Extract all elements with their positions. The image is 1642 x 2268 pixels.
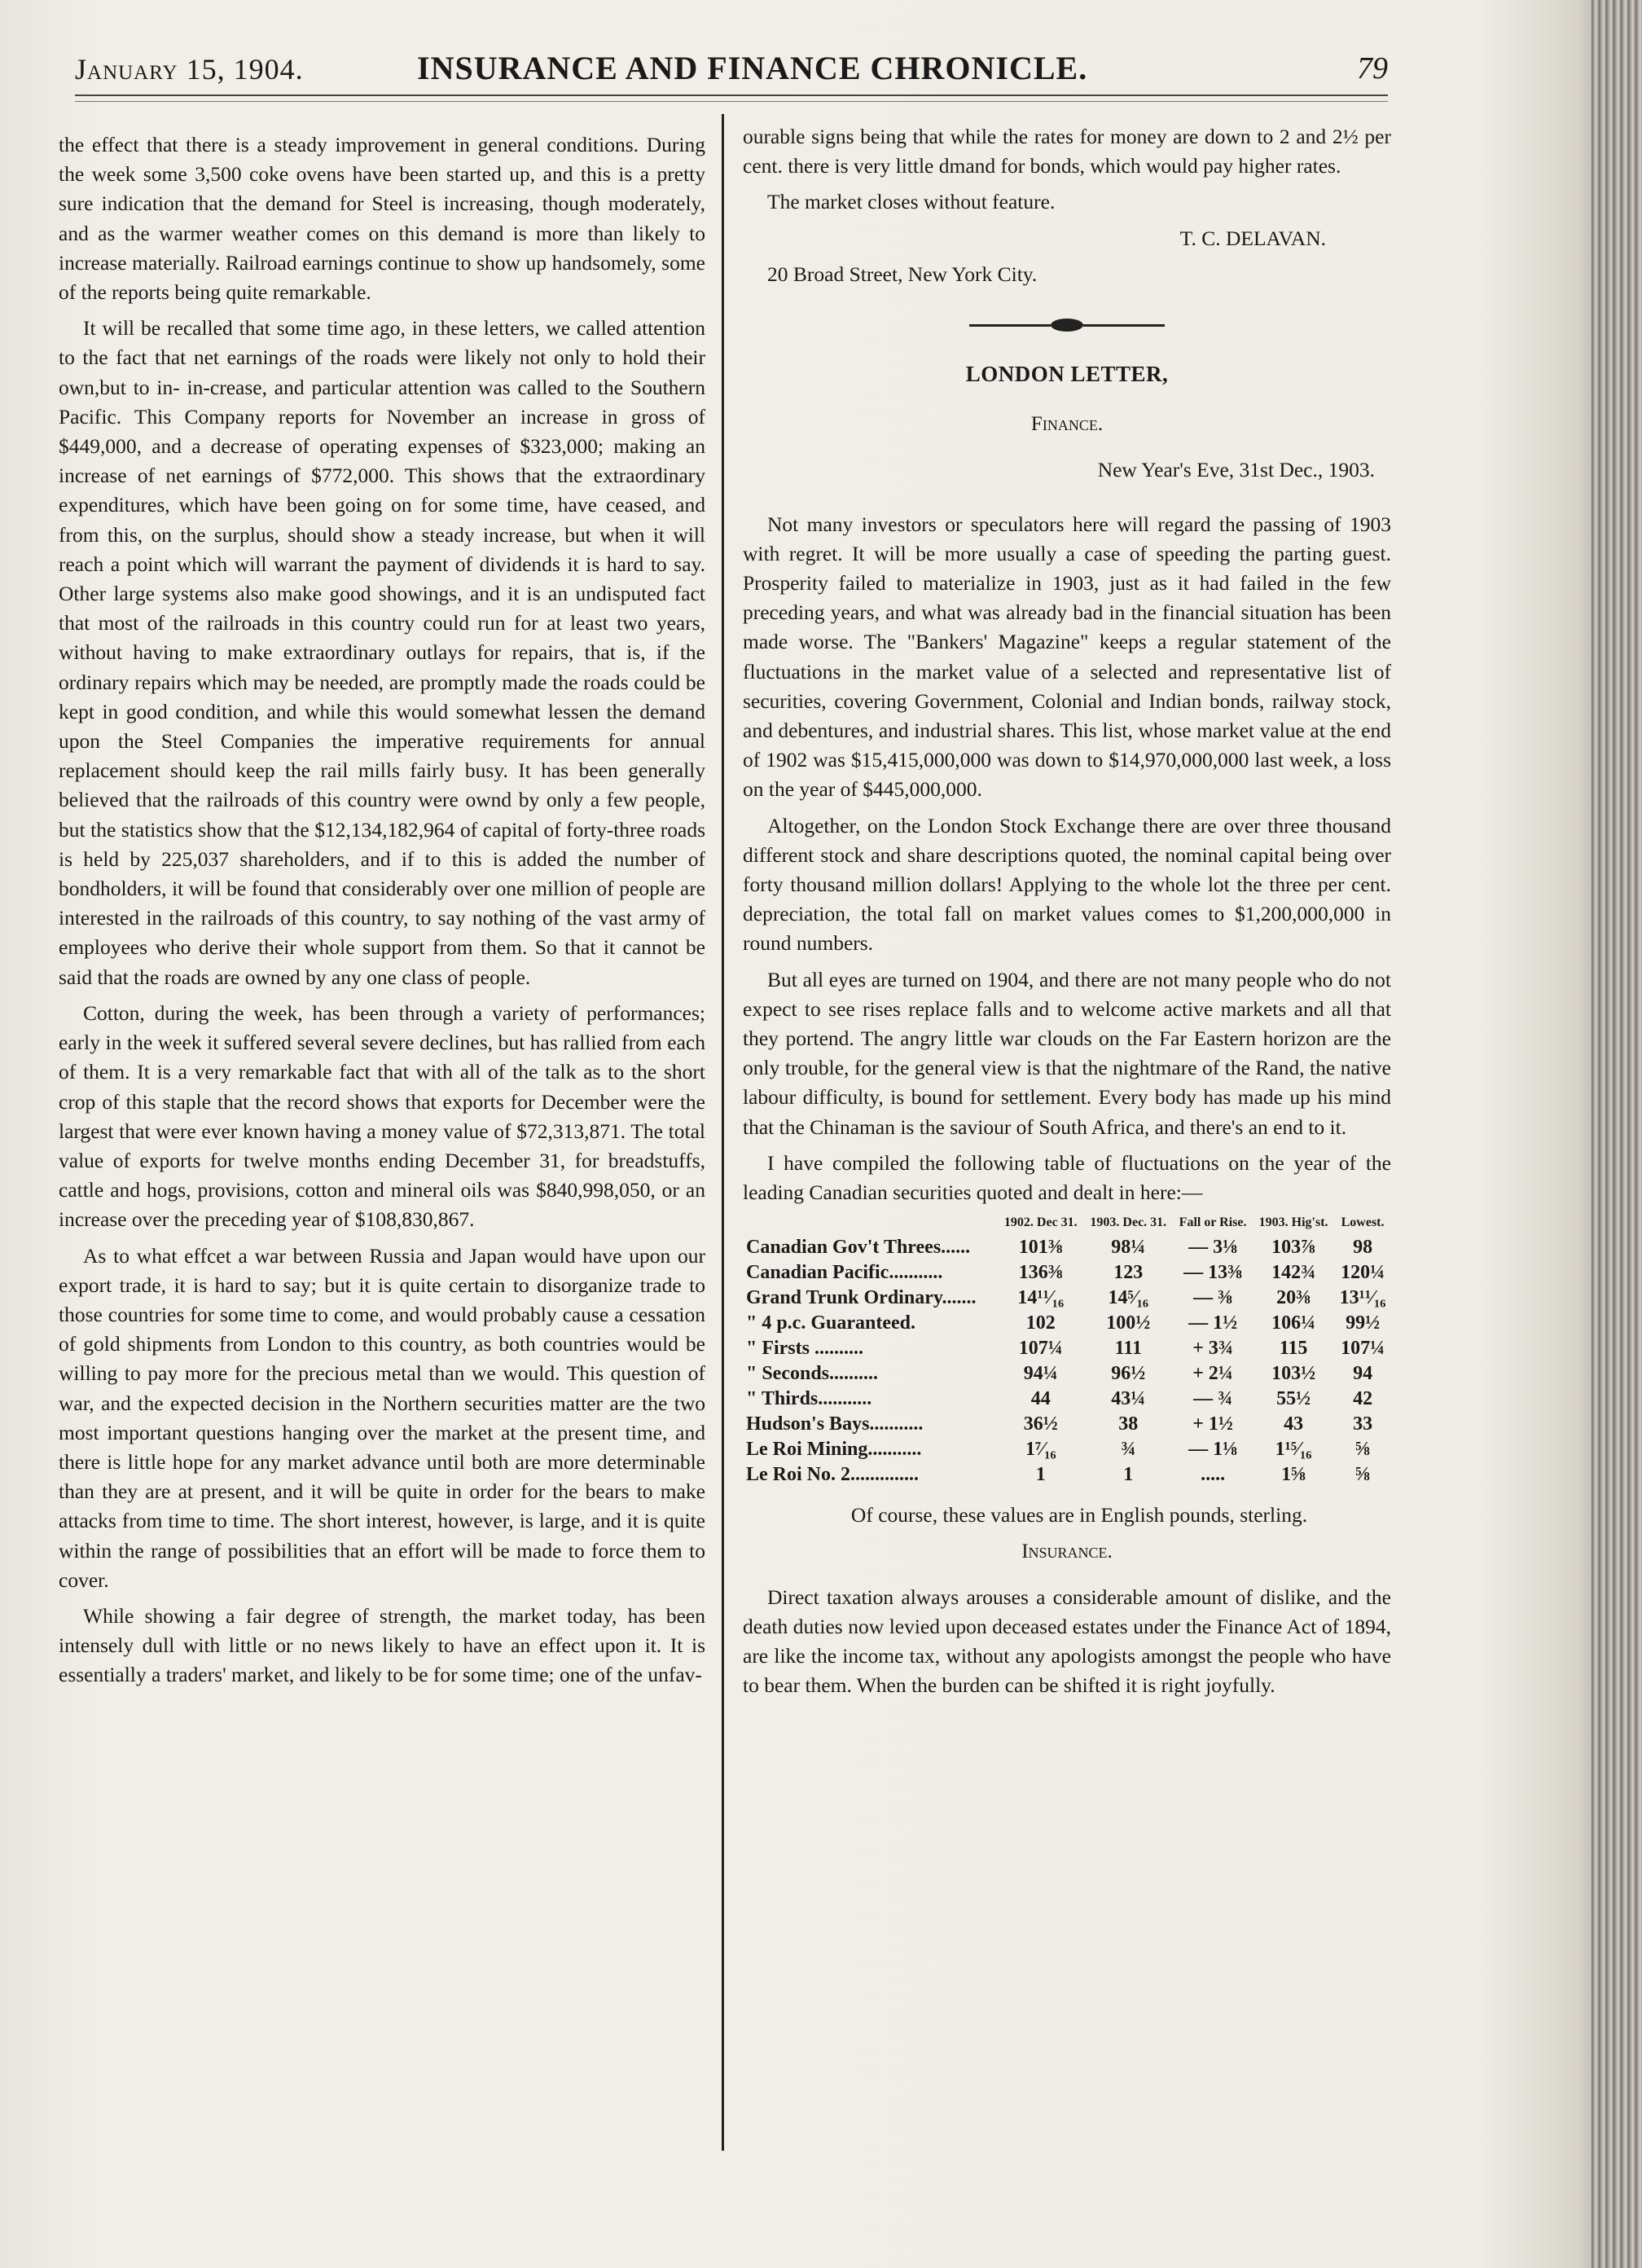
page-header (75, 49, 1388, 94)
table-cell: 36½ (1023, 1413, 1058, 1435)
table-row (743, 1437, 1391, 1462)
table-cell: 98 (1353, 1237, 1373, 1259)
insurance-paragraph: Direct taxation always arouses a considerable amount of dislike, and the death duties now levied upon deceased estates under the Finance Act of 1894, are like the income tax, without any apologists amongst the people who have to bear them. When the burden can be shifted it is right joyfully. (743, 1585, 1391, 1698)
table-row (743, 1286, 1391, 1311)
table-row (743, 1387, 1391, 1412)
security-name: Hudson's Bays........... (746, 1413, 924, 1435)
header-rule-thin (75, 101, 1388, 102)
security-name: " Firsts .......... (746, 1338, 863, 1360)
table-cell: 99½ (1346, 1312, 1381, 1334)
table-cell: 120¼ (1341, 1262, 1385, 1284)
table-header: 1902. Dec 31. (1003, 1215, 1078, 1230)
table-cell: + 2¼ (1192, 1363, 1233, 1385)
table-header: Lowest. (1341, 1215, 1385, 1230)
security-name: " 4 p.c. Guaranteed. (746, 1312, 915, 1334)
table-cell: 42 (1353, 1388, 1373, 1410)
security-name: Le Roi Mining........... (746, 1439, 922, 1461)
table-cell: + 1½ (1192, 1413, 1233, 1435)
table-row (743, 1235, 1391, 1260)
table-cell: 1⅝ (1281, 1464, 1306, 1486)
left-paragraph: While showing a fair degree of strength, the market today, has been intensely dull with little or no news likely to have an effect upon it. It is essentially a traders' market, and likely to be for some time; one of the unfav- (59, 1603, 705, 1687)
left-paragraph: It will be recalled that some time ago, in these letters, we called attention to the fact that net earnings of the roads were likely not only to hold their own,but to in- in-crease, and particular attention was called to the Southern Pacific. This Company reports for November an increase in gross of $449,000, and a decrease of operating expenses of $323,000; making an increase of net earnings of $772,000. This shows that the extraordinary expenditures, which have been going on for some time, have ceased, and from this, on the surplus, should show a steady increase, but when it will reach a point which will warrant the payment of dividends it is hard to say. Other large systems also make good showings, and it is an undisputed fact that most of the railroads in this country could run for at least two years, without having to make extraordinary outlays for repairs, that is, if the ordinary repairs which may be needed, are promptly made the roads could be kept in good condition, and while this would somewhat lessen the demand upon the Steel Companies the imperative requirements for annual replacement should keep the rail mills fairly busy. It has been generally believed that the railroads of this country were ownd by only a few people, but the statistics show that the $12,134,182,964 of capital of forty-three roads is held by 225,037 shareholders, and if to this is added the number of bondholders, it will be found that considerably over one million of people are interested in the railroads of this country, to say nothing of the vast army of employees who derive their whole support from them. So that it cannot be said that the roads are owned by any one class of people. (59, 316, 705, 989)
table-cell: 20⅜ (1276, 1287, 1311, 1309)
table-header: 1903. Dec. 31. (1090, 1215, 1167, 1230)
table-cell: 44 (1030, 1388, 1051, 1410)
continued-paragraph: ourable signs being that while the rates for money are down to 2 and 2½ per cent. there is very little dmand for bonds, which would pay higher rates. (743, 125, 1391, 178)
table-cell: 38 (1118, 1413, 1139, 1435)
table-cell: 103½ (1271, 1363, 1316, 1385)
table-cell: 43¼ (1111, 1388, 1146, 1410)
table-cell: 13¹¹⁄₁₆ (1339, 1287, 1386, 1309)
header-date: January 15, 1904. (75, 53, 304, 86)
table-row (743, 1311, 1391, 1336)
table-row (743, 1260, 1391, 1286)
table-cell: 123 (1113, 1262, 1144, 1284)
table-cell: 55½ (1276, 1388, 1311, 1410)
insurance-subhead: Insurance. (1021, 1540, 1113, 1563)
table-header: 1903. Hig'st. (1258, 1215, 1328, 1230)
table-row (743, 1336, 1391, 1361)
table-cell: 94 (1353, 1363, 1373, 1385)
left-column (59, 130, 705, 1697)
table-cell: 106¼ (1271, 1312, 1316, 1334)
table-cell: 1⁷⁄₁₆ (1025, 1439, 1056, 1461)
london-letter-title: LONDON LETTER, (965, 362, 1169, 387)
london-paragraph: Not many investors or speculators here will regard the passing of 1903 with regret. It will be more usually a case of speeding the parting guest. Prosperity failed to materialize in 1903, just as it had failed in the few preceding years, and what was already bad in the financial situation has been made worse. The "Bankers' Magazine" keeps a regular statement of the fluctuations in the market value of a selected and representative list of securities, covering Government, Colonial and Indian bonds, railway stock, and debentures, and industrial shares. This list, whose market value at the end of 1902 was $15,415,000,000 was down to $14,970,000,000 last week, a loss on the year of $445,000,000. (743, 512, 1391, 802)
table-cell: + 3¾ (1192, 1338, 1233, 1360)
london-paragraph: Altogether, on the London Stock Exchange there are over three thousand different stock and share descriptions quoted, the nominal capital being over forty thousand million dollars! Applying to the whole lot the three per cent. depreciation, the total fall on market values comes to $1,200,000,000 in round numbers. (743, 813, 1391, 956)
section-ornament (969, 317, 1165, 333)
column-divider (722, 114, 724, 2151)
table-cell: 94¼ (1023, 1363, 1058, 1385)
table-cell: 43 (1284, 1413, 1304, 1435)
table-cell: 142¾ (1271, 1262, 1316, 1284)
table-cell: ⅝ (1355, 1464, 1371, 1486)
finance-subhead: Finance. (1030, 413, 1104, 436)
signature: T. C. DELAVAN. (1179, 226, 1326, 250)
table-cell: 100½ (1106, 1312, 1151, 1334)
left-paragraph: Cotton, during the week, has been through a variety of performances; early in the week it suffered several severe declines, but has rallied from each of them. It is a very remarkable fact that with all of the talk as to the short crop of this staple that the record shows that exports for December were the largest that were ever known having a money value of $72,313,871. The total value of exports for twelve months ending December 31, for breadstuffs, cattle and hogs, provisions, cotton and mineral oils was $840,998,050, or an increase over the preceding year of $108,830,867. (59, 1000, 705, 1232)
table-cell: 101⅜ (1018, 1237, 1063, 1259)
right-column (743, 122, 1391, 1708)
table-header (743, 1215, 998, 1235)
header-title: INSURANCE AND FINANCE CHRONICLE. (417, 50, 1088, 86)
security-name: Grand Trunk Ordinary....... (746, 1287, 977, 1309)
table-row (743, 1462, 1391, 1488)
table-cell: 96½ (1111, 1363, 1146, 1385)
security-name: Le Roi No. 2.............. (746, 1464, 919, 1486)
table-cell: 14⁵⁄₁₆ (1108, 1287, 1149, 1309)
table-cell: ..... (1201, 1464, 1226, 1486)
table-cell: 107¼ (1341, 1338, 1385, 1360)
table-cell: 102 (1025, 1312, 1056, 1334)
london-paragraph: I have compiled the following table of fluctuations on the year of the leading Canadian securities quoted and dealt in here:— (743, 1150, 1391, 1205)
london-paragraph: But all eyes are turned on 1904, and there are not many people who do not expect to see rises replace falls and to welcome active markets and all that they portend. The angry little war clouds on the Far Eastern horizon are the only trouble, for the general view is that the nightmare of the Rand, the native labour difficulty, is bound for settlement. Every body has made up his mind that the Chinaman is the saviour of South Africa, and there's an end to it. (743, 967, 1391, 1139)
table-cell: 1¹⁵⁄₁₆ (1275, 1439, 1312, 1461)
security-name: " Seconds.......... (746, 1363, 879, 1385)
header-rule (75, 94, 1388, 96)
securities-table (743, 1215, 1391, 1488)
table-cell: 14¹¹⁄₁₆ (1017, 1287, 1065, 1309)
table-cell: ⅝ (1355, 1439, 1371, 1461)
table-cell: — 1⅛ (1188, 1439, 1238, 1461)
table-cell: 136⅜ (1018, 1262, 1063, 1284)
table-cell: — 3⅛ (1188, 1237, 1238, 1259)
table-cell: 33 (1353, 1413, 1373, 1435)
table-row (743, 1412, 1391, 1437)
table-header: Fall or Rise. (1179, 1215, 1247, 1230)
table-cell: — 13⅜ (1183, 1262, 1243, 1284)
security-name: Canadian Gov't Threes...... (746, 1237, 971, 1259)
closing-line: The market closes without feature. (767, 190, 1056, 214)
table-cell: — 1½ (1188, 1312, 1238, 1334)
table-cell: 98¼ (1111, 1237, 1146, 1259)
left-paragraph: the effect that there is a steady improvement in general conditions. During the week some 3,500 coke ovens have been started up, and this is a pretty sure indication that the demand for Steel is increasing, though moderately, and as the warmer weather comes on this demand is more than likely to increase materially. Railroad earnings continue to show up handsomely, some of the reports being quite remarkable. (59, 133, 705, 305)
table-cell: ¾ (1121, 1439, 1136, 1461)
security-name: Canadian Pacific........... (746, 1262, 943, 1284)
dateline: New Year's Eve, 31st Dec., 1903. (1097, 458, 1375, 482)
security-name: " Thirds........... (746, 1388, 872, 1410)
table-note: Of course, these values are in English pounds, sterling. (850, 1503, 1308, 1527)
header-page-number: 79 (1357, 51, 1388, 86)
address: 20 Broad Street, New York City. (767, 262, 1038, 286)
left-paragraph: As to what effcet a war between Russia and Japan would have upon our export trade, it is hard to say; but it is quite certain to disorganize trade to those countries for some time to come, and would probably cause a cessation of gold shipments from London to this country, as both countries would be willing to pay more for the precious metal than we would. This question of war, and the expected decision in the Northern securities matter are the two most important questions hanging over the market at the present time, and there is little hope for any market advance until both are more determinable than they are at present, and it will be quite in order for the bears to make attacks from time to time. The short interest, however, is large, and it is quite within the range of possibilities that an effort will be made to force them to cover. (59, 1243, 705, 1592)
table-cell: 111 (1114, 1338, 1142, 1360)
table-cell: — ¾ (1193, 1388, 1233, 1410)
table-cell: 1 (1123, 1464, 1134, 1486)
table-cell: 103⅞ (1271, 1237, 1316, 1259)
table-cell: 107¼ (1018, 1338, 1063, 1360)
table-row (743, 1361, 1391, 1387)
book-spine-edge (1592, 0, 1642, 2268)
table-cell: 115 (1279, 1338, 1308, 1360)
table-cell: 1 (1035, 1464, 1046, 1486)
table-cell: — ⅜ (1193, 1287, 1233, 1309)
table-header-row (743, 1215, 1391, 1235)
